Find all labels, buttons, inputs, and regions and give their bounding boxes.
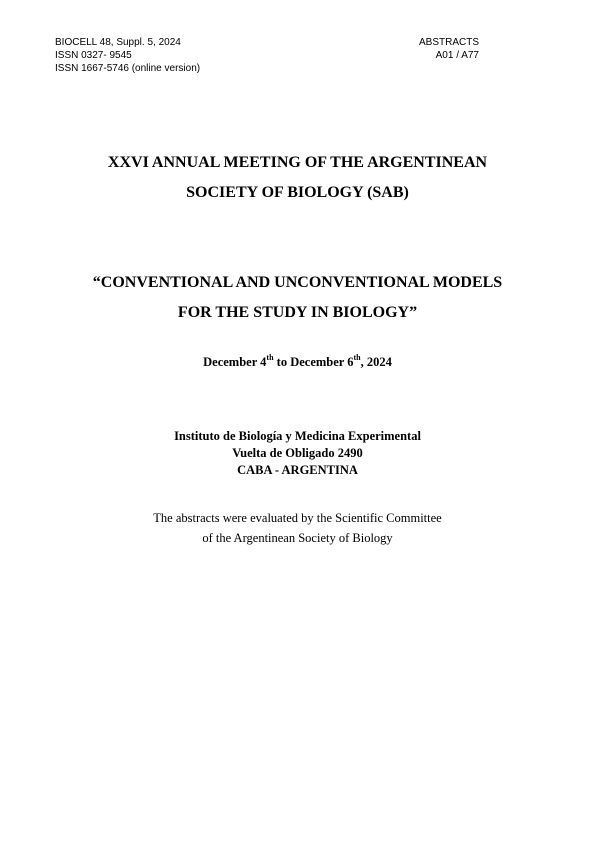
journal-citation: BIOCELL 48, Suppl. 5, 2024 [55, 37, 181, 48]
evaluation-line-1: The abstracts were evaluated by the Scientific Committee [153, 511, 442, 525]
abstract-range: A01 / A77 [435, 50, 479, 61]
meeting-title-line-2: SOCIETY OF BIOLOGY (SAB) [186, 184, 409, 201]
end-date-ordinal: th [353, 352, 361, 362]
evaluation-note [0, 508, 595, 548]
venue [0, 428, 595, 479]
start-date: December 4 [203, 355, 267, 369]
meeting-title [0, 148, 595, 208]
meeting-year: , 2024 [360, 355, 392, 369]
theme-title [0, 268, 595, 328]
meeting-dates [0, 354, 595, 370]
venue-institute: Instituto de Biología y Medicina Experimental [174, 429, 421, 443]
evaluation-line-2: of the Argentinean Society of Biology [202, 531, 393, 545]
meeting-title-line-1: XXVI ANNUAL MEETING OF THE ARGENTINEAN [107, 154, 488, 171]
section-info [419, 36, 479, 62]
theme-title-line-2: FOR THE STUDY IN BIOLOGY” [177, 304, 418, 321]
venue-city: CABA - ARGENTINA [237, 463, 358, 477]
start-date-ordinal: th [266, 352, 274, 362]
end-date: to December 6 [273, 355, 354, 369]
issn-print: ISSN 0327- 9545 [55, 50, 132, 61]
venue-address: Vuelta de Obligado 2490 [232, 446, 363, 460]
theme-title-line-1: “CONVENTIONAL AND UNCONVENTIONAL MODELS [92, 274, 503, 291]
journal-info [55, 36, 200, 75]
issn-online: ISSN 1667-5746 (online version) [55, 63, 201, 74]
section-label: ABSTRACTS [418, 37, 479, 48]
